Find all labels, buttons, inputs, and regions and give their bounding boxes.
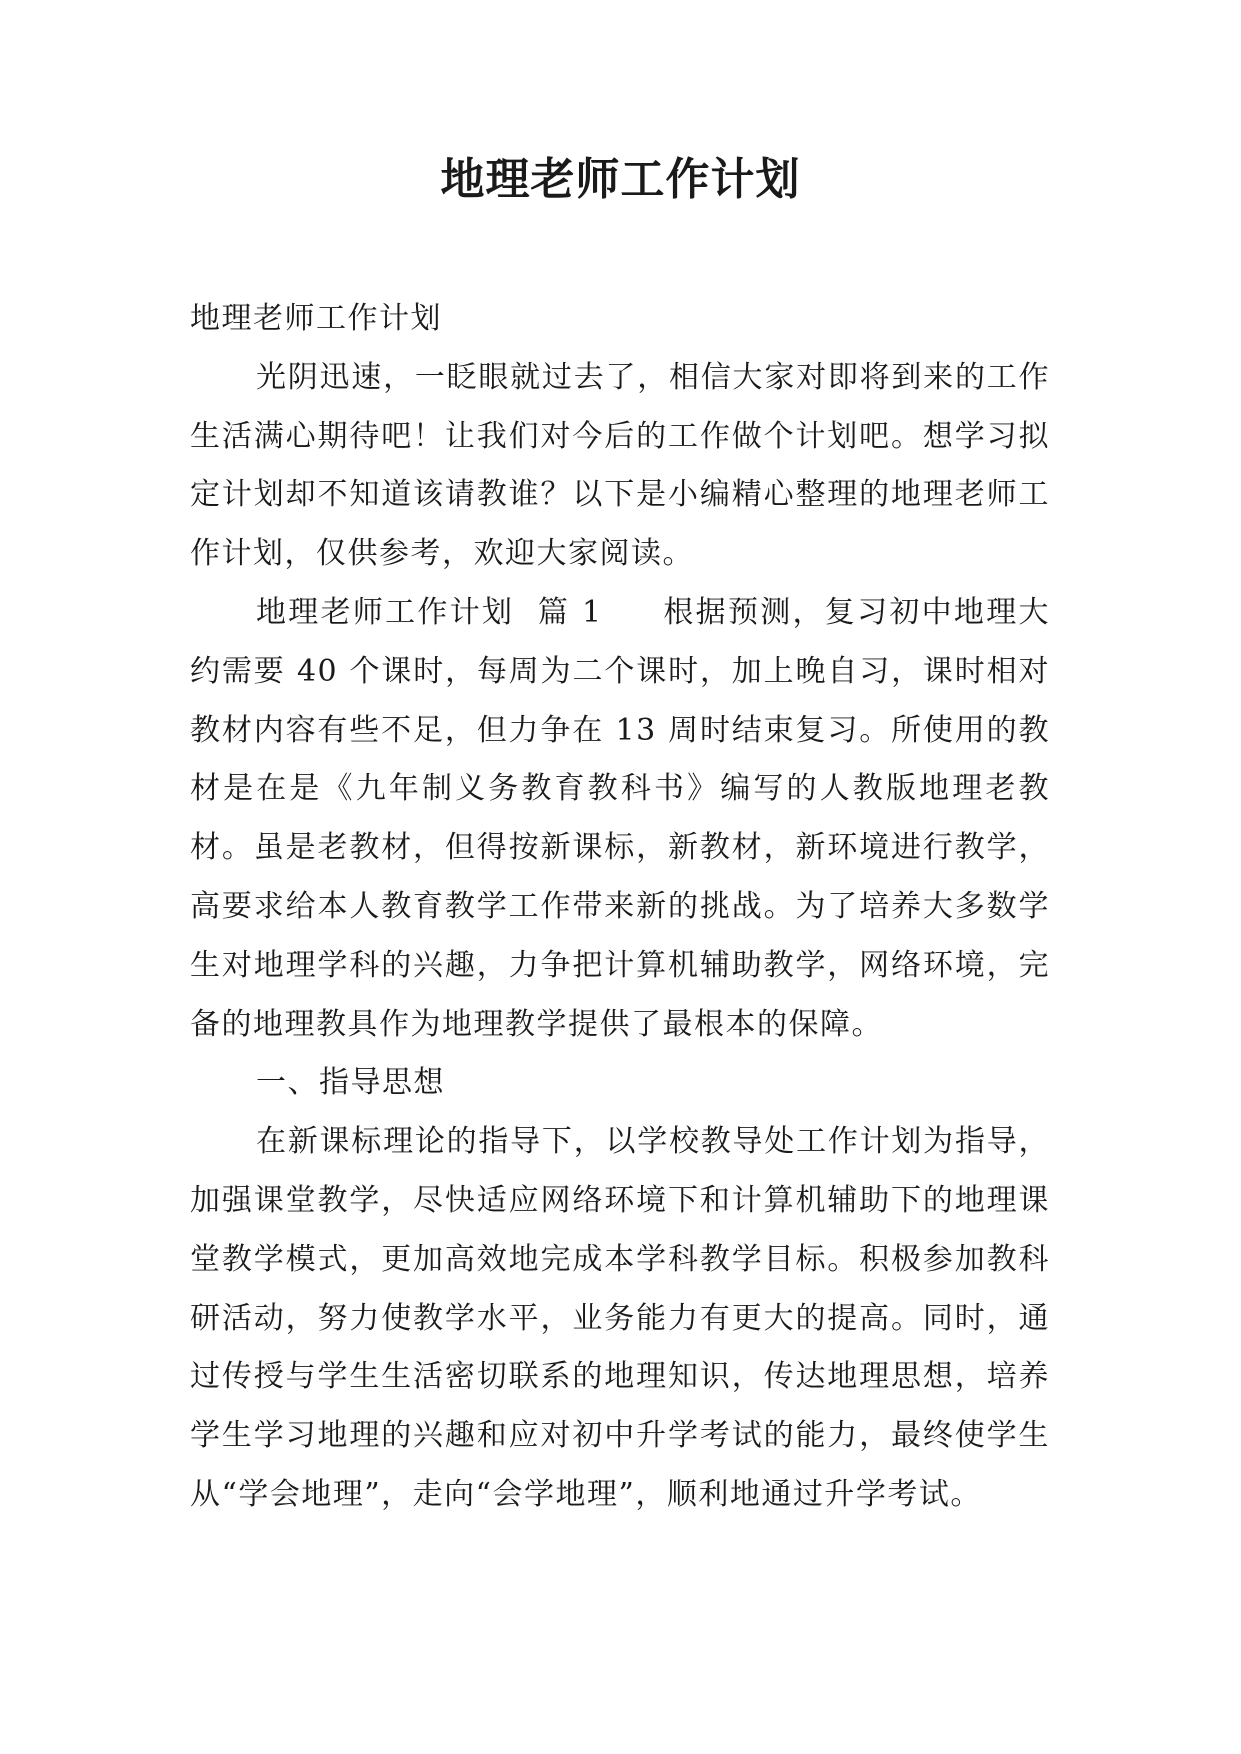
- document-body: [190, 290, 1050, 1525]
- section-1-label: 地理老师工作计划 篇 1: [256, 594, 603, 630]
- section-1-paragraph: [190, 584, 1050, 1054]
- section-1-text: 根据预测，复习初中地理大约需要 40 个课时，每周为二个课时，加上晚自习，课时相对教材内容有些不足，但力争在 13 周时结束复习。所使用的教材是在是《九年制义务教育教科书》编写的人教版地理老教材。虽是老教材，但得按新课标，新教材，新环境进行教学，高要求给本人教育教学工作带来新的挑战。为了培养大多数学生对地理学科的兴趣，力争把计算机辅助教学，网络环境，完备的地理教具作为地理教学提供了最根本的保障。: [190, 594, 1050, 1042]
- document-title: 地理老师工作计划: [440, 154, 801, 205]
- heading-guiding-ideology: 一、指导思想: [256, 1065, 445, 1101]
- guiding-ideology-paragraph: 在新课标理论的指导下，以学校教导处工作计划为指导，加强课堂教学，尽快适应网络环境下和计算机辅助下的地理课堂教学模式，更加高效地完成本学科教学目标。积极参加教科研活动，努力使教学水平，业务能力有更大的提高。同时，通过传授与学生生活密切联系的地理知识，传达地理思想，培养学生学习地理的兴趣和应对初中升学考试的能力，最终使学生从“学会地理”，走向“会学地理”，顺利地通过升学考试。: [190, 1124, 1050, 1512]
- intro-paragraph: 光阴迅速，一眨眼就过去了，相信大家对即将到来的工作生活满心期待吧！让我们对今后的工作做个计划吧。想学习拟定计划却不知道该请教谁？以下是小编精心整理的地理老师工作计划，仅供参考，欢迎大家阅读。: [190, 359, 1050, 572]
- document-subtitle: 地理老师工作计划: [190, 301, 442, 336]
